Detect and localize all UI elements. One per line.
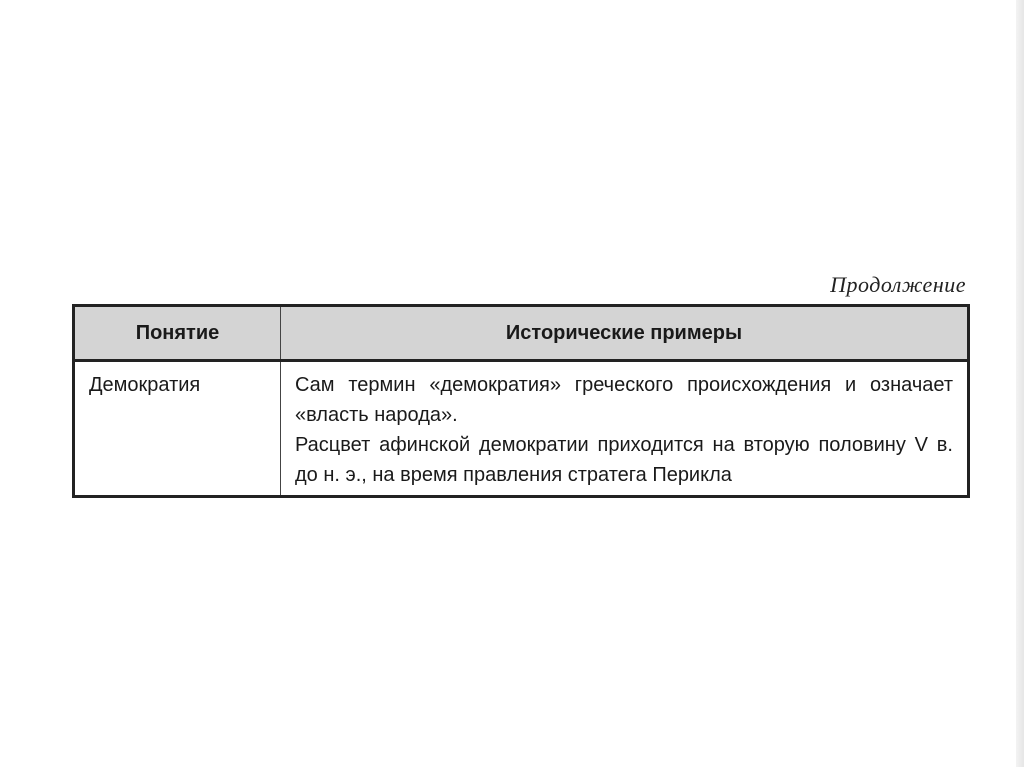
examples-cell bbox=[281, 361, 969, 497]
continuation-caption: Продолжение bbox=[830, 272, 966, 297]
header-historical-examples: Исторические примеры bbox=[281, 306, 969, 361]
concept-cell: Демократия bbox=[74, 361, 281, 497]
example-paragraph: Расцвет афинской демократии приходится на вторую половину V в. до н. э., на время правления стратега Перикла bbox=[295, 434, 953, 486]
page-edge-shadow bbox=[1016, 0, 1024, 767]
table-row bbox=[74, 361, 969, 497]
table-header-row bbox=[74, 306, 969, 361]
header-concept: Понятие bbox=[74, 306, 281, 361]
example-paragraph: Сам термин «демократия» греческого происхождения и означает «власть народа». bbox=[295, 374, 953, 426]
concepts-table bbox=[72, 304, 970, 498]
